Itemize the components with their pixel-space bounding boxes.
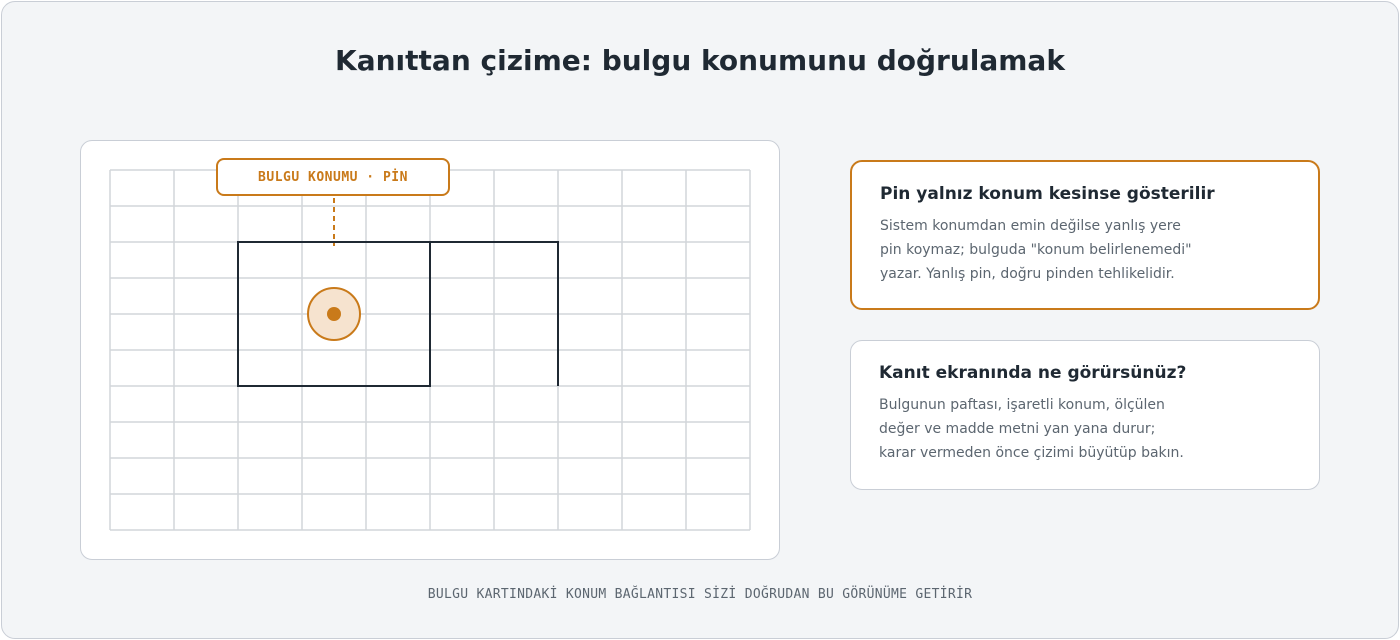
- card-text-line: Bulgunun paftası, işaretli konum, ölçülen: [879, 397, 1165, 413]
- card-text-line: yazar. Yanlış pin, doğru pinden tehlikelidir.: [880, 266, 1175, 282]
- footer-note: BULGU KARTINDAKİ KONUM BAĞLANTISI SİZİ DOĞRUDAN BU GÖRÜNÜME GETİRİR: [427, 587, 973, 602]
- card-title: Pin yalnız konum kesinse gösterilir: [880, 184, 1215, 204]
- pin-label: BULGU KONUMU · PİN: [216, 158, 450, 196]
- finding-pin-dot[interactable]: [327, 307, 341, 321]
- page-title: Kanıttan çizime: bulgu konumunu doğrulamak: [335, 44, 1065, 77]
- card-text-line: karar vermeden önce çizimi büyütüp bakın.: [879, 445, 1184, 461]
- card-text-line: Sistem konumdan emin değilse yanlış yere: [880, 218, 1181, 234]
- card-text-line: pin koymaz; bulguda "konum belirlenemedi": [880, 242, 1192, 258]
- card-text-line: değer ve madde metni yan yana durur;: [879, 421, 1156, 437]
- info-card-pin-rule: [850, 160, 1320, 310]
- info-card-evidence-screen: [850, 340, 1320, 490]
- card-title: Kanıt ekranında ne görürsünüz?: [879, 363, 1187, 383]
